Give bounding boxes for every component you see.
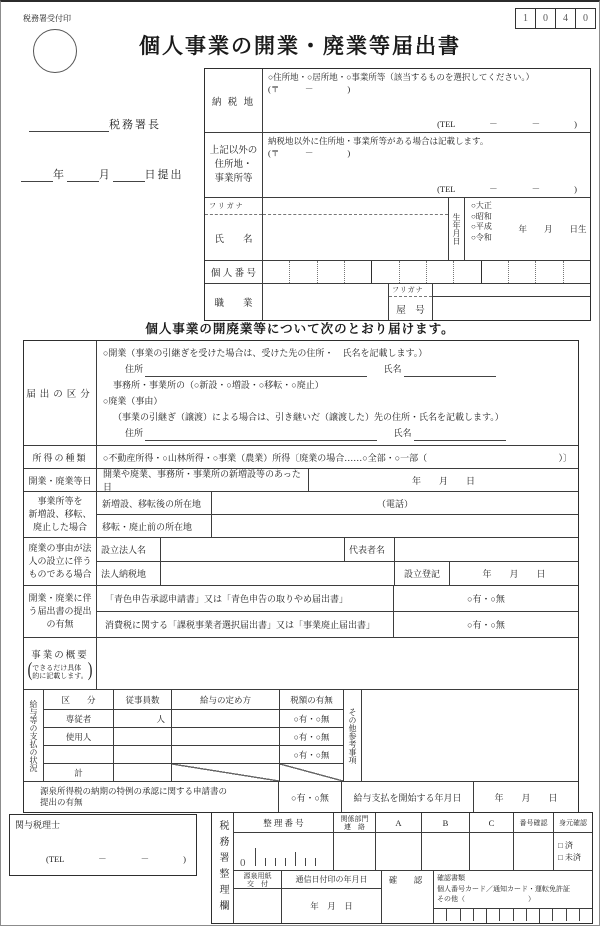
withholding-text-line: 源泉所得税の納期の特例の承認に関する申請書の	[40, 786, 228, 796]
office-grid-header	[234, 813, 592, 833]
salary-row	[24, 690, 578, 782]
name-label: 氏 名	[214, 234, 253, 245]
kubun-label: 届出の区分	[24, 341, 97, 445]
relocate-label-line: 新増設、移転、	[28, 509, 92, 519]
nozeichi-postal[interactable]: (〒 － )	[268, 84, 351, 94]
gensen-field[interactable]	[234, 889, 281, 923]
accountant-tel[interactable]: (TEL － － )	[46, 854, 186, 864]
era-option-showa[interactable]: ○昭和	[471, 211, 492, 221]
form-title: 個人事業の開業・廃業等届出書	[139, 34, 461, 58]
salary-row-shiyonin	[44, 728, 343, 746]
tax-office-suffix: 税務署長	[109, 119, 161, 131]
overview-note-line: 的に記載します。	[32, 672, 88, 680]
yago-furigana-field[interactable]	[433, 284, 590, 297]
confirm-docs-other[interactable]: その他（ ）	[437, 895, 535, 903]
furigana-field[interactable]	[263, 198, 448, 215]
relocate-label	[24, 492, 97, 537]
consumption-tax-yesno[interactable]: ○有・○無	[393, 612, 578, 637]
salary-tax-yesno[interactable]: ○有・○無	[293, 749, 330, 760]
col-b-label: B	[422, 813, 470, 832]
form-code-digit: 4	[555, 8, 576, 29]
salary-tax-yesno[interactable]: ○有・○無	[293, 713, 330, 724]
corp-label-line: 人の設立に伴う	[28, 556, 92, 566]
birth-date-label: 生年月日	[449, 198, 465, 260]
identity-check-done[interactable]: □ 済	[558, 840, 573, 850]
registration-label: 設立登記	[395, 562, 450, 585]
seiri-number-field[interactable]	[234, 833, 334, 870]
other-address-postal[interactable]: (〒 － )	[268, 148, 351, 158]
withholding-text	[24, 782, 279, 812]
relocate-label-line: 事業所等を	[37, 496, 83, 506]
office-use-block	[211, 812, 593, 924]
declaration-sentence: 個人事業の開廃業等について次のとおり届けます。	[145, 322, 455, 336]
salary-start-label: 給与支払を開始する年月日	[342, 782, 474, 812]
withholding-text-line: 提出の有無	[40, 797, 83, 807]
tick-cell[interactable]	[540, 909, 592, 923]
corp-name-field[interactable]	[161, 538, 345, 561]
kubun-close-note: （事業の引継ぎ（譲渡）による場合は、引き継いだ（譲渡した）先の住所・氏名を記載します。）	[113, 412, 504, 422]
salary-method-field[interactable]	[172, 746, 280, 763]
confirm-docs-title: 確認書類	[437, 874, 465, 882]
open-date-text: 開業や廃業、事務所・事業所の新増設等のあった日	[97, 469, 309, 491]
relocate-after-label: 新増設、移転後の所在地	[97, 492, 212, 514]
kubun-open-addr-label: 住所	[125, 364, 144, 374]
taxpayer-info-table	[204, 68, 591, 321]
era-option-reiwa[interactable]: ○令和	[471, 232, 492, 242]
number-check-label: 番号確認	[514, 813, 554, 832]
salary-method-field[interactable]	[172, 728, 280, 745]
overview-label: 事業の概要	[31, 650, 89, 661]
kubun-open-name-label: 氏名	[383, 364, 402, 374]
kubun-close-fields	[103, 425, 572, 441]
corp-addr-label: 法人納税地	[97, 562, 161, 585]
salary-tax-yesno[interactable]: ○有・○無	[293, 731, 330, 742]
corp-addr-field[interactable]	[161, 562, 395, 585]
submit-day-label: 日提出	[144, 169, 184, 181]
other-address-label	[205, 133, 263, 197]
income-row	[24, 446, 578, 469]
registration-ymd[interactable]: 年 月 日	[482, 569, 546, 579]
corp-label-line: ものである場合	[28, 569, 92, 579]
salary-row-name[interactable]	[44, 746, 114, 763]
consumption-tax-text: 消費税に関する「課税事業者選択届出書」又は「事業廃止届出書」	[105, 620, 376, 630]
confirm-docs-list[interactable]: 個人番号カード／通知カード・運転免許証	[437, 884, 570, 893]
addressee-line	[29, 116, 161, 132]
yago-field[interactable]	[433, 297, 590, 320]
tax-office-name-blank[interactable]	[29, 121, 109, 132]
form-code-digit: 1	[515, 8, 536, 29]
accountant-label: 関与税理士	[15, 820, 61, 830]
salary-count-field[interactable]	[114, 746, 172, 763]
form-code-digit: 0	[535, 8, 556, 29]
my-number-boxes[interactable]	[263, 261, 590, 283]
kubun-office-option[interactable]: 事務所・事業所の（○新設・○増設・○移転・○廃止）	[113, 380, 324, 390]
relocate-tel-label: （電話）	[376, 498, 413, 509]
other-address-label-line: 住所地・	[214, 160, 253, 170]
salary-row-name: 計	[44, 764, 114, 781]
notif-label-line: 開業・廃業に伴	[28, 593, 92, 603]
overview-note	[27, 660, 93, 682]
relocate-after-field[interactable]	[212, 492, 578, 514]
other-address-label-line: 事業所等	[214, 174, 253, 184]
confirm-docs-block	[434, 871, 592, 908]
withholding-row	[24, 782, 578, 812]
identity-check-undone[interactable]: □ 未済	[558, 852, 581, 862]
kubun-open-addr-blank[interactable]	[145, 366, 367, 377]
identity-check-field	[554, 833, 592, 870]
income-options[interactable]: ○不動産所得・○山林所得・○事業（農業）所得〔廃業の場合……○全部・○一部（	[103, 452, 428, 463]
my-number-row	[205, 261, 590, 284]
form-code-boxes	[516, 8, 596, 29]
other-address-label-line: 上記以外の	[209, 146, 258, 156]
kubun-row	[24, 341, 578, 446]
other-address-tel[interactable]: (TEL － － )	[437, 184, 577, 194]
yago-furigana-label: フリガナ	[389, 284, 432, 297]
submit-month-label: 月	[98, 169, 110, 181]
other-remarks-field[interactable]	[362, 690, 578, 781]
era-option-taisho[interactable]: ○大正	[471, 201, 492, 210]
salary-row-name: 専従者	[44, 710, 114, 727]
relocate-label-line: 廃止した場合	[32, 522, 87, 532]
overview-note-paren-close: )	[87, 660, 93, 682]
income-label: 所得の種類	[24, 446, 97, 468]
relocate-before-field[interactable]	[212, 515, 578, 537]
tick-cell[interactable]	[487, 909, 540, 923]
notif-label	[24, 586, 97, 637]
nozeichi-row	[205, 69, 590, 133]
my-number-label: 個 人 番 号	[205, 261, 263, 283]
receipt-stamp-label: 税務署受付印	[23, 14, 71, 23]
number-check-field[interactable]	[514, 833, 554, 870]
corp-label	[24, 538, 97, 585]
overview-row	[24, 638, 578, 690]
submit-day-blank[interactable]	[113, 171, 145, 182]
kubun-close-addr-label: 住所	[125, 428, 144, 438]
office-grid-lower	[234, 871, 592, 923]
notif-label-line: う届出書の提出	[28, 606, 92, 616]
salary-start-ymd[interactable]: 年 月 日	[494, 792, 558, 803]
kubun-close-name-blank[interactable]	[414, 430, 506, 441]
office-grid-values	[234, 833, 592, 871]
col-c-field[interactable]	[470, 833, 514, 870]
open-date-label: 開業・廃業等日	[24, 469, 97, 491]
corp-label-line: 廃業の事由が法	[28, 543, 92, 553]
overview-note-line: できるだけ具体	[32, 663, 82, 672]
main-table	[23, 340, 579, 813]
blue-return-yesno[interactable]: ○有・○無	[393, 586, 578, 611]
occupation-field[interactable]	[263, 284, 389, 320]
form-code-digit: 0	[575, 8, 596, 29]
overview-note-paren-open: (	[27, 660, 33, 682]
salary-count-field[interactable]	[114, 728, 172, 745]
col-b-field[interactable]	[422, 833, 470, 870]
salary-method-field[interactable]	[172, 710, 280, 727]
salary-col-method: 給与の定め方	[172, 690, 280, 709]
salary-method-crossed	[172, 764, 280, 781]
open-date-ymd[interactable]: 年 月 日	[411, 475, 475, 486]
corp-row	[24, 538, 578, 586]
salary-col-count: 従事員数	[114, 690, 172, 709]
gensen-label-line: 源泉用紙	[243, 871, 272, 880]
salary-row-total	[44, 764, 343, 781]
submit-date-line	[21, 166, 184, 182]
col-a-field[interactable]	[376, 833, 422, 870]
rep-name-label: 代表者名	[345, 538, 395, 561]
kankei-label	[334, 813, 376, 832]
era-options	[465, 198, 515, 260]
nozeichi-label: 納 税 地	[205, 69, 263, 132]
kakunin-label: 確 認	[388, 875, 427, 885]
blue-return-text: 「青色申告承認申請書」又は「青色申告の取りやめ届出書」	[105, 594, 349, 604]
salary-row-name: 使用人	[44, 728, 114, 745]
relocate-before-label: 移転・廃止前の所在地	[97, 515, 212, 537]
notif-label-line: の有無	[46, 619, 74, 629]
notif-row	[24, 586, 578, 638]
era-option-heisei[interactable]: ○平成	[471, 222, 492, 231]
rep-name-field[interactable]	[395, 538, 578, 561]
salary-row-sennjusha	[44, 710, 343, 728]
kankei-label-line: 連 絡	[344, 822, 365, 831]
nozeichi-tel[interactable]: (TEL － － )	[437, 119, 577, 129]
postmark-date-ymd[interactable]: 年 月 日	[310, 901, 353, 911]
accountant-box	[9, 814, 197, 876]
corp-name-label: 設立法人名	[97, 538, 161, 561]
salary-col-kubun: 区 分	[44, 690, 114, 709]
kubun-open-name-blank[interactable]	[404, 366, 496, 377]
gensen-label-line: 交 付	[247, 879, 268, 888]
seiri-number-label: 整 理 番 号	[234, 813, 334, 832]
submit-month-blank[interactable]	[67, 171, 99, 182]
kankei-field[interactable]	[334, 833, 376, 870]
kubun-close-name-label: 氏名	[393, 428, 412, 438]
other-address-note: 納税地以外に住所地・事業所等がある場合は記載します。	[268, 136, 489, 146]
other-address-row	[205, 133, 590, 198]
gensen-label	[234, 871, 281, 889]
kubun-open-option[interactable]: ○開業（事業の引継ぎを受けた場合は、受けた先の住所・ 氏名を記載します。）	[103, 348, 428, 358]
salary-count-field[interactable]: 人	[114, 710, 172, 727]
salary-row-blank	[44, 746, 343, 764]
withholding-yesno[interactable]: ○有・○無	[279, 782, 342, 812]
tick-cell[interactable]	[434, 909, 487, 923]
submit-year-label: 年	[53, 169, 64, 181]
salary-label: 給与等の支払の状況	[24, 690, 44, 781]
kubun-open-fields	[103, 361, 572, 377]
confirm-docs-ticks	[434, 908, 592, 923]
office-use-label: 税務署整理欄	[212, 813, 234, 923]
income-close-paren: ）〕	[558, 452, 572, 463]
kakunin-field[interactable]	[382, 889, 433, 923]
salary-col-tax: 税額の有無	[290, 694, 333, 705]
col-c-label: C	[470, 813, 514, 832]
kubun-close-option[interactable]: ○廃業（事由）	[103, 396, 163, 406]
name-field[interactable]	[263, 215, 448, 260]
overview-field[interactable]	[97, 638, 578, 689]
open-date-row	[24, 469, 578, 492]
seiri-number-zero: 0	[240, 857, 246, 869]
col-a-label: A	[376, 813, 422, 832]
salary-count-field[interactable]	[114, 764, 172, 781]
identity-check-label: 身元確認	[559, 818, 587, 827]
nozeichi-options[interactable]: ○住所地・○居所地・○事業所等（該当するものを選択してください。）	[268, 72, 535, 82]
kankei-label-line: 関係部門	[340, 814, 369, 823]
other-remarks-label: その他参考事項	[344, 690, 362, 781]
kubun-close-addr-blank[interactable]	[145, 430, 377, 441]
salary-tax-crossed	[280, 764, 343, 781]
postmark-date-label: 通信日付印の年月日	[282, 871, 381, 889]
occupation-row	[205, 284, 590, 320]
occupation-label: 職 業	[205, 284, 263, 320]
birth-ymd-suffix: 年 月 日生	[518, 224, 587, 234]
name-birth-row	[205, 198, 590, 261]
relocate-row	[24, 492, 578, 538]
yago-label: 屋 号	[396, 305, 425, 316]
furigana-label: フリガナ	[205, 198, 262, 215]
submit-year-blank[interactable]	[21, 171, 53, 182]
